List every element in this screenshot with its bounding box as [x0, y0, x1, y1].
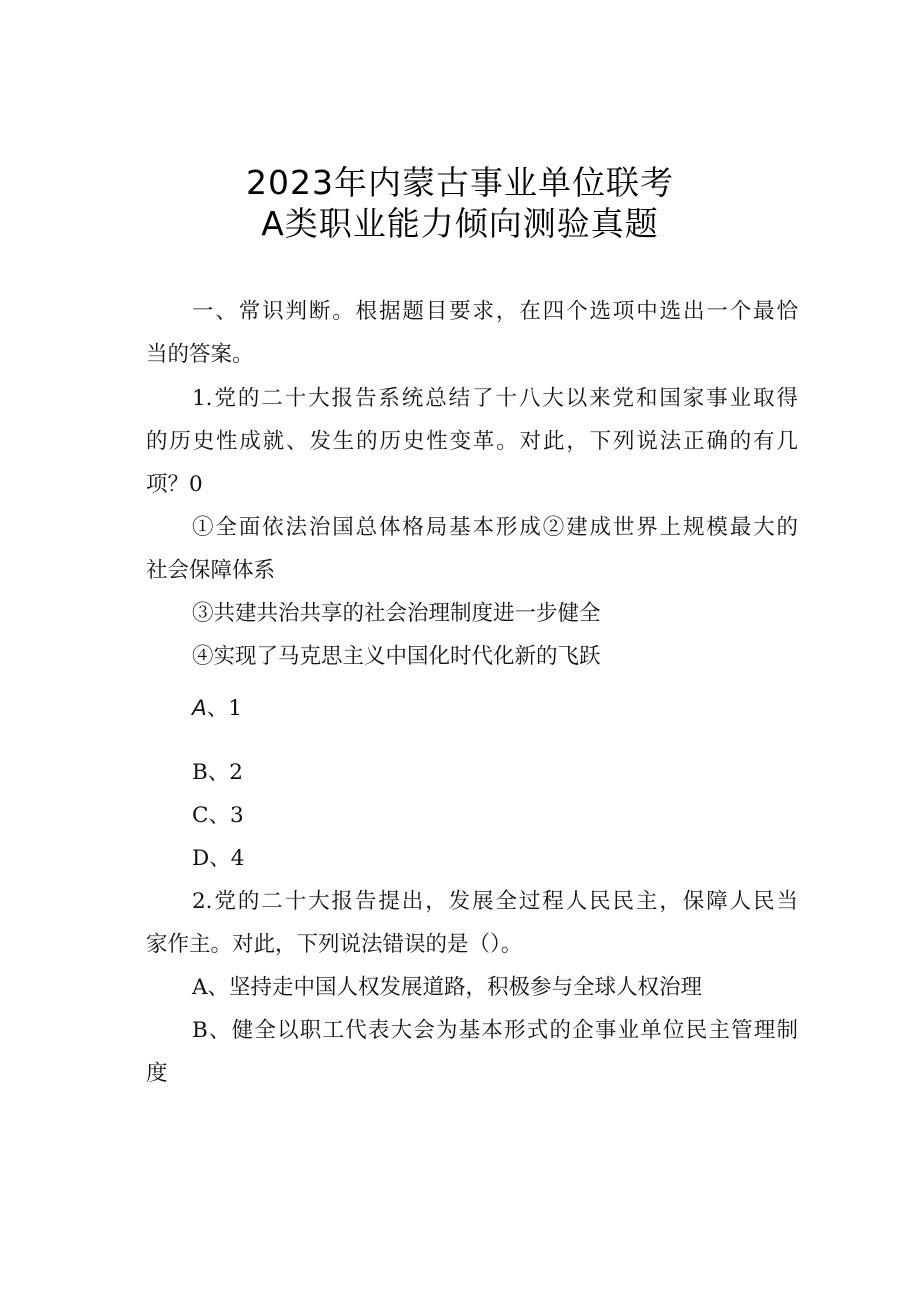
document-title-line-1: 2023年内蒙古事业单位联考	[246, 163, 674, 202]
question-2-option-a: A、坚持走中国人权发展道路，积极参与全球人权治理	[192, 975, 703, 1000]
question-1-option-c: C、3	[192, 803, 244, 828]
option-a-text: 、1	[206, 696, 242, 721]
question-2-option-b-line-1: B、健全以职工代表大会为基本形式的企事业单位民主管理制	[192, 1018, 798, 1043]
question-2-stem-line-1: 2.党的二十大报告提出，发展全过程人民民主，保障人民当	[192, 889, 798, 914]
question-2-stem-line-2: 家作主。对此，下列说法错误的是（）。	[146, 932, 523, 957]
question-1-stem-line-3: 项？0	[146, 472, 203, 497]
question-1-stem-line-2: 的历史性成就、发生的历史性变革。对此，下列说法正确的有几	[146, 429, 798, 454]
option-a-letter: A	[192, 696, 207, 721]
question-1-option-d: D、4	[192, 846, 245, 871]
question-1-items-1-2-line-1: ①全面依法治国总体格局基本形成②建成世界上规模最大的	[192, 515, 798, 540]
question-1-option-a	[192, 691, 242, 722]
question-1-item-3: ③共建共治共享的社会治理制度进一步健全	[192, 601, 601, 626]
question-1-stem-line-1: 1.党的二十大报告系统总结了十八大以来党和国家事业取得	[192, 386, 798, 411]
section-heading-line-2: 当的答案。	[146, 342, 254, 367]
question-1-items-1-2-line-2: 社会保障体系	[146, 558, 276, 583]
question-1-option-b: B、2	[192, 760, 243, 785]
question-1-item-4: ④实现了马克思主义中国化时代化新的飞跃	[192, 644, 601, 669]
question-2-option-b-line-2: 度	[146, 1061, 168, 1086]
section-heading-line-1: 一、常识判断。根据题目要求，在四个选项中选出一个最恰	[192, 299, 798, 324]
document-title-line-2: A类职业能力倾向测验真题	[261, 204, 659, 243]
